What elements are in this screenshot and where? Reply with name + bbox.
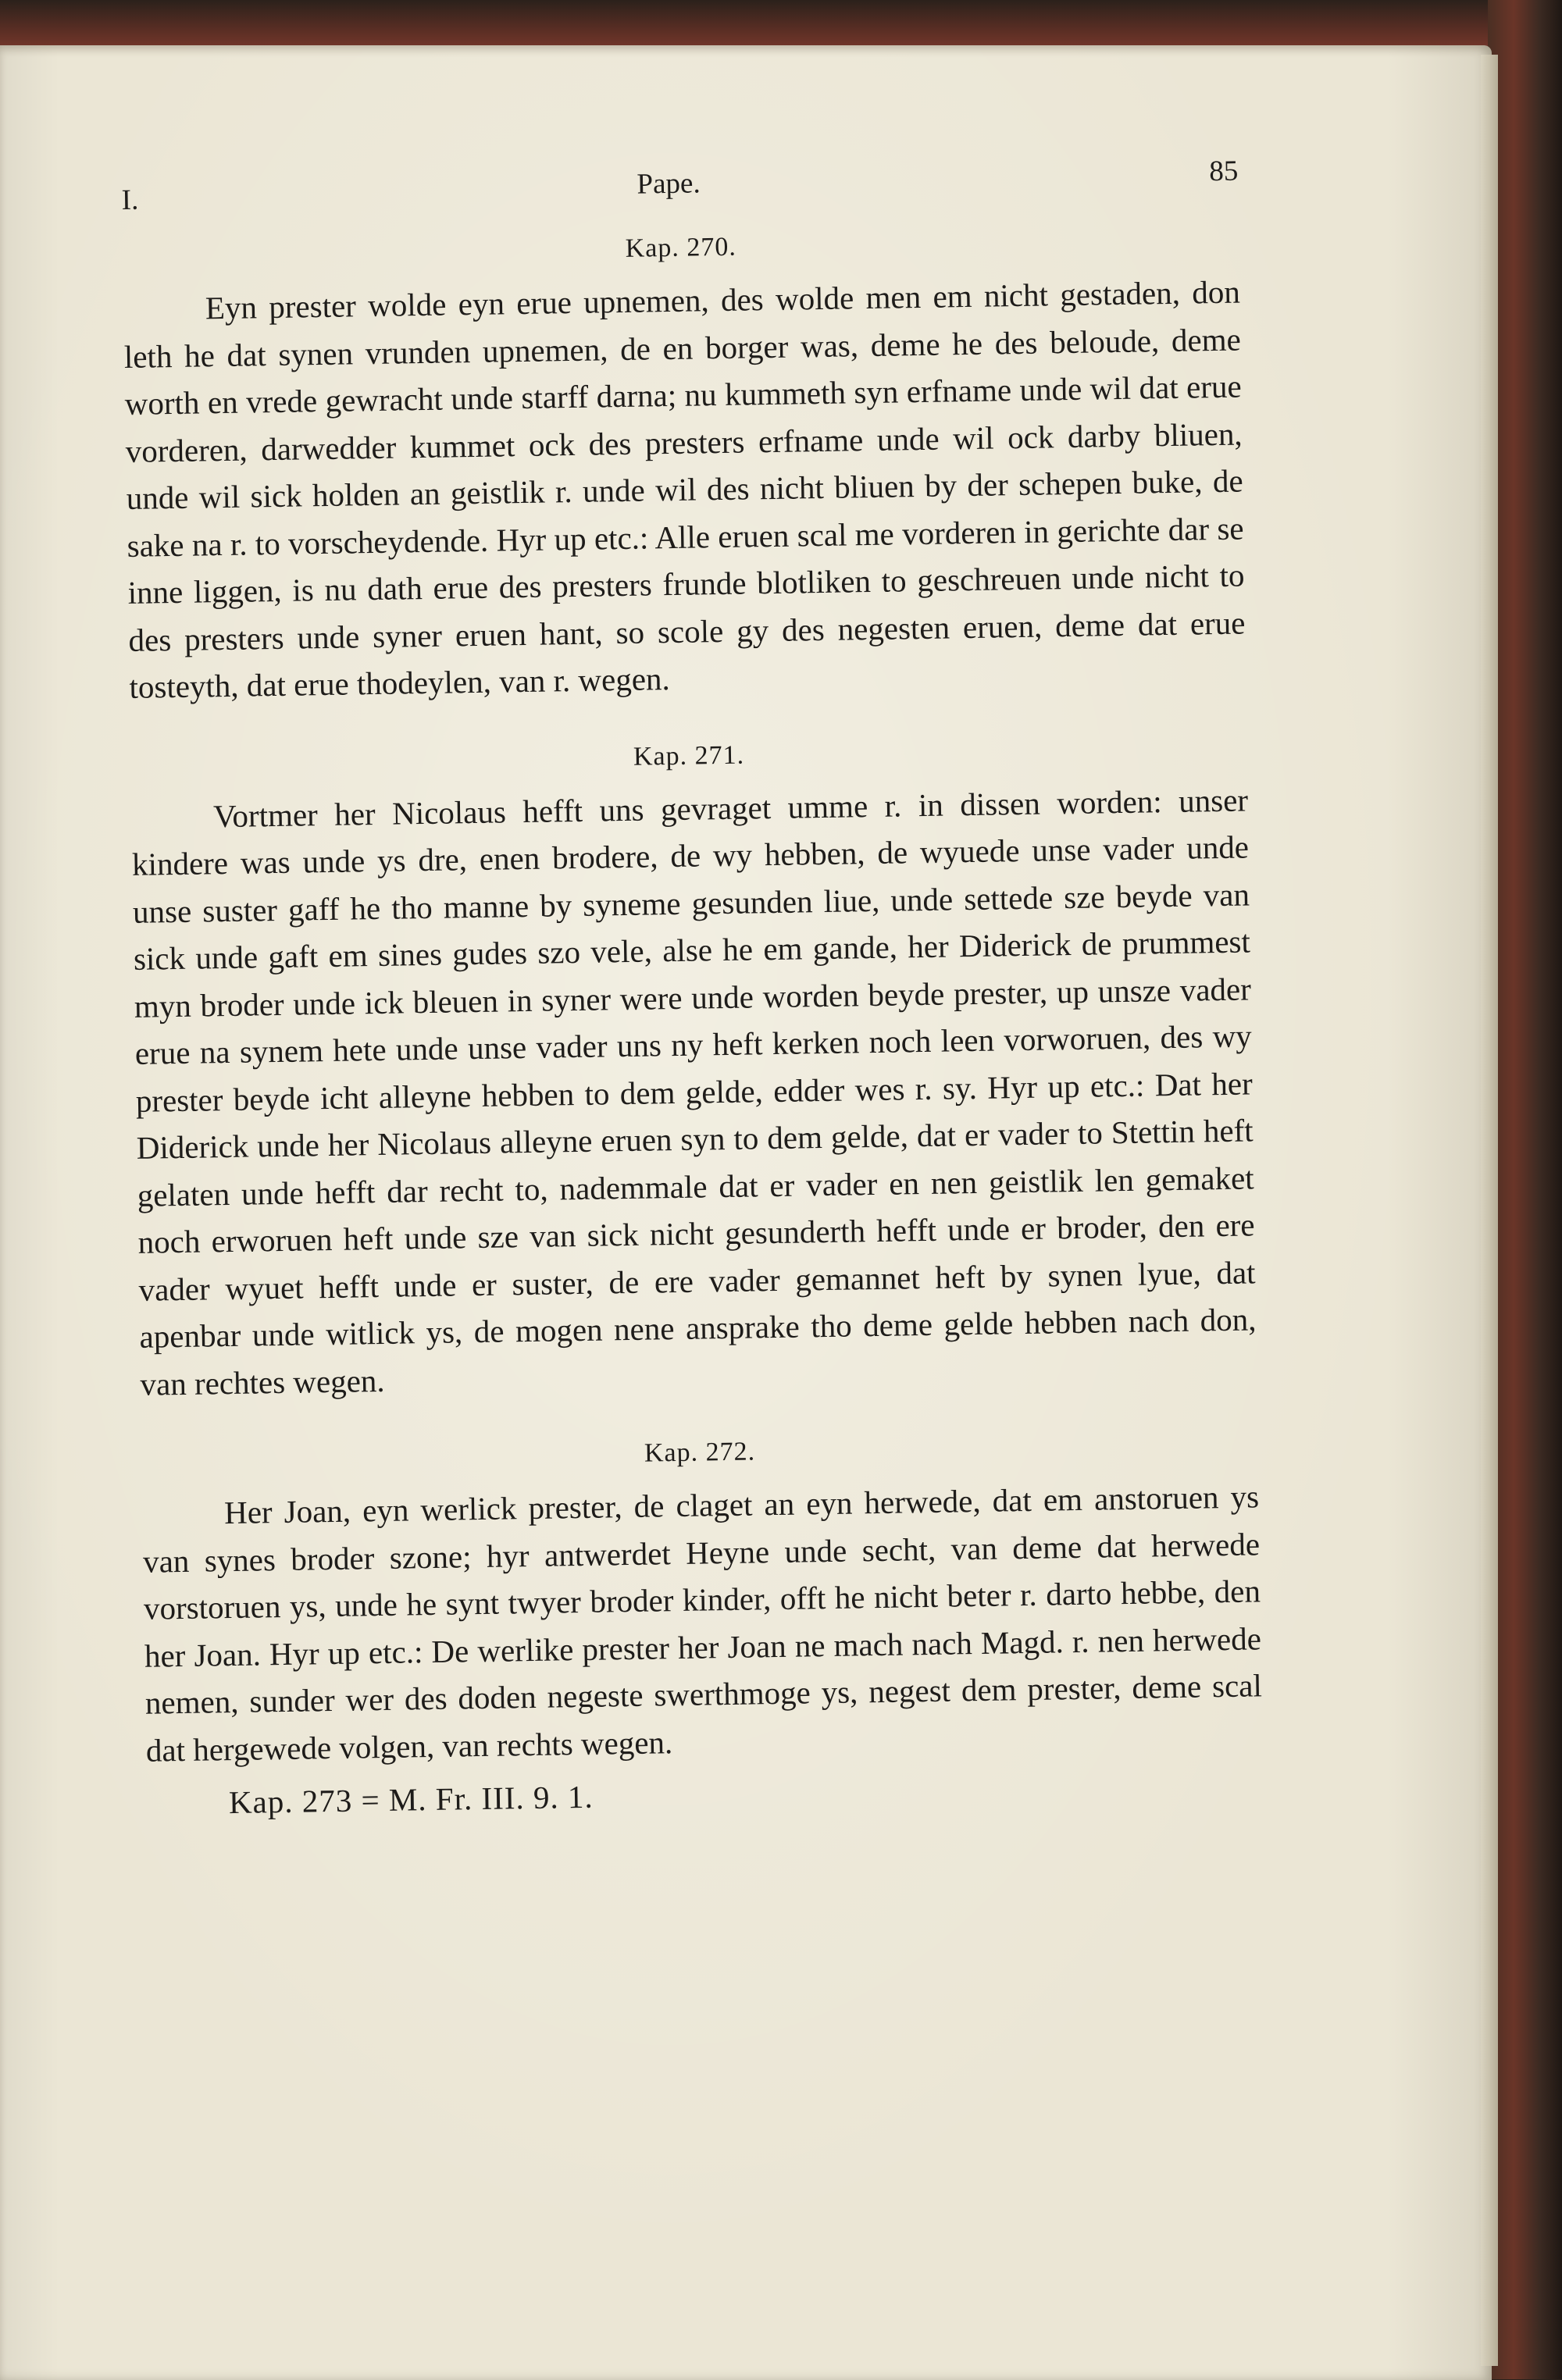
book-cover-spine-edge	[1488, 0, 1562, 2379]
running-title: Pape.	[637, 167, 701, 201]
chapter-text-271: Vortmer her Nicolaus hefft uns gevraget umme r. in dissen worden: unser kindere was unde ys dre, enen brodere, de wy hebben, de wyuede unse vader unde unse suster gaff he tho manne by syneme gesunden liue, unde settede sze beyde van sick unde gaft em sines gudes szo vele, alse he em gande, her Diderick de prummest myn broder unde ick bleuen in syner were unde worden beyde prester, up unsze vader erue na synem hete unde unse vader uns ny heft kerken noch leen vorworuen, des wy prester beyde icht alleyne hebben to dem gelde, edder wes r. sy. Hyr up etc.: Dat her Diderick unde her Nicolaus alleyne eruen syn to dem gelde, dat er vader to Stettin heft gelaten unde hefft dar recht to, nademmale dat er vader en nen geistlik len gemaket noch erworuen heft unde sze van sick nicht gesunderth hefft unde er broder, den ere vader wyuet hefft unde er suster, de ere vader gemannet heft by synen lyue, dat apenbar unde witlick ys, de mogen nene ansprake tho deme gelde hebben nach don, van rechtes wegen.	[131, 781, 1257, 1402]
chapter-text-272: Her Joan, eyn werlick prester, de claget an eyn herwede, dat em anstoruen ys van synes broder szone; hyr antwerdet Heyne unde secht, van deme dat herwede vorstoruen ys, unde he synt twyer broder kinder, offt he nicht beter r. darto hebbe, den her Joan. Hyr up etc.: De werlike prester her Joan ne mach nach Magd. r. nen herwede nemen, sunder wer des doden negeste swerthmoge ys, negest dem prester, deme scal dat hergewede volgen, van rechts wegen.	[142, 1478, 1263, 1769]
chapter-text-270: Eyn prester wolde eyn erue upnemen, des wolde men em nicht gestaden, don leth he dat synen vrunden upnemen, de en borger was, deme he des beloude, deme worth en vrede gewracht unde starff darna; nu kummeth syn erfname unde wil dat erue vorderen, darwedder kummet ock des presters erfname unde wil ock darby bliuen, unde wil sick holden an geistlik r. unde wil des nicht bliuen by der schepen buke, de sake na r. to vorscheydende. Hyr up etc.: Alle eruen scal me vorderen in gerichte dar se inne liggen, is nu dath erue des presters frunde blotliken to geschreuen unde nicht to des presters unde syner eruen hant, so scole gy des negesten eruen, deme dat erue tosteyth, dat erue thodeylen, van r. wegen.	[123, 273, 1246, 705]
page-number: 85	[1209, 155, 1239, 188]
chapter-heading-270: Kap. 270.	[625, 232, 737, 263]
cross-reference: Kap. 273 = M. Fr. III. 9. 1.	[228, 1778, 594, 1821]
section-number: I.	[121, 183, 139, 216]
page-stack-edge	[1481, 55, 1498, 2366]
chapter-heading-272: Kap. 272.	[644, 1437, 756, 1468]
chapter-heading-271: Kap. 271.	[633, 740, 745, 771]
page-content	[121, 147, 1264, 1822]
